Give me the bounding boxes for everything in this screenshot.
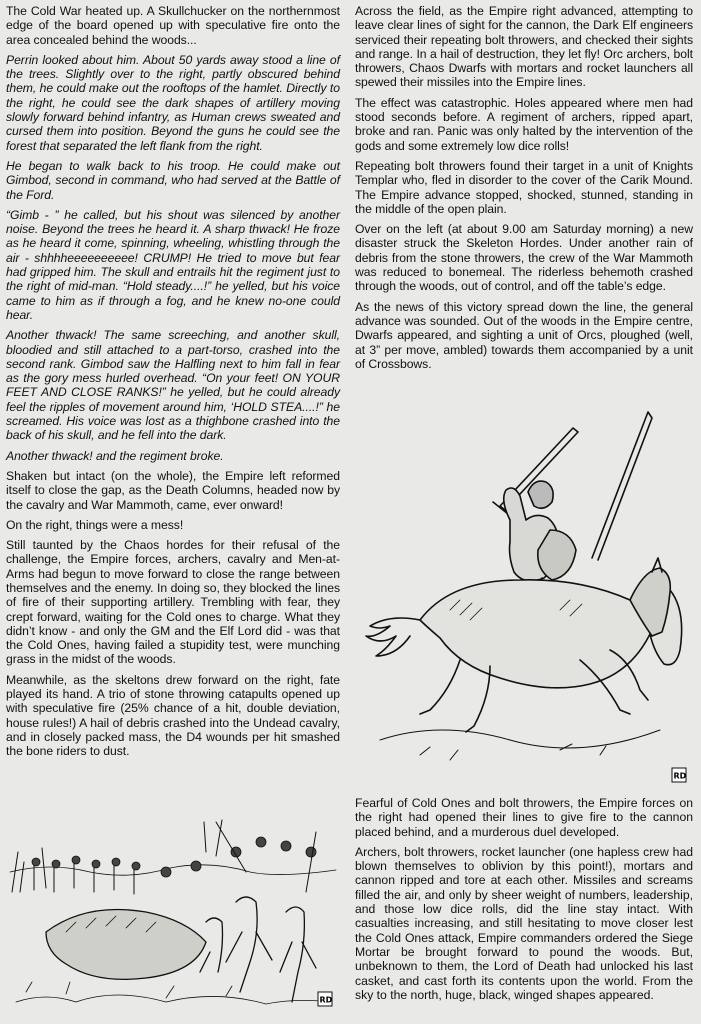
paragraph: Archers, bolt throwers, rocket launcher (one hapless crew had blown themselves to oblivion by this point!), mortars and cannon ripped and tore at each other. Missiles and screams filled the air, and only by sheer weight of numbers, leadership, and those low dice rolls, did the line stay intact. With casualties increasing, and still hesitating to move closer lest the Cold Ones attack, Empire commanders ordered the Siege Mortar be brought forward to pound the woods. But, unbeknown to them, the Lord of Death had unlocked his last casket, and cast forth its contents upon the world. From the sky to the north, huge, black, winged shapes appeared. (355, 844, 693, 1002)
paragraph: Across the field, as the Empire right advanced, attempting to leave clear lines of sight for the cannon, the Dark Elf engineers serviced their repeating bolt throwers, and checked their sights and range. In a hail of destruction, they let fly! Orc archers, bolt throwers, Chaos Dwarfs with mortars and rocket launchers all spewed their missiles into the Empire lines. (355, 4, 693, 90)
paragraph: Over on the left (at about 9.00 am Saturday morning) a new disaster struck the Skeleton Hordes. Under another rain of debris from the stone throwers, the crew of the War Mammoth was reduced to bonemeal. The riderless behemoth crashed through the woods, out of control, and off the table’s edge. (355, 222, 693, 294)
right-bottom-column (355, 796, 693, 1008)
paragraph: As the news of this victory spread down the line, the general advance was sounded. Out of the woods in the Empire centre, Dwarfs appeared, and sighting a unit of Orcs, ploughed (well, at 3” per move, ambled) towards them accompanied by a unit of Crossbows. (355, 299, 693, 371)
left-column (6, 4, 340, 765)
paragraph: Meanwhile, as the skeltons drew forward on the right, fate played its hand. A trio of stone throwing catapults opened up with speculative fire (25% chance of a hit, double deviation, house rules!) A hail of debris crashed into the Undead cavalry, and in closely packed mass, the D4 wounds per hit smashed the bone riders to dust. (6, 672, 340, 759)
knight-illustration (360, 410, 692, 790)
paragraph: The effect was catastrophic. Holes appeared where men had stood seconds before. A regiment of archers, ripped apart, broke and ran. Panic was only halted by the intervention of the gods and some extremely low dice rolls! (355, 95, 693, 153)
paragraph: Shaken but intact (on the whole), the Empire left reformed itself to close the gap, as the Death Columns, headed now by the cavalry and War Mammoth, came, ever onward! (6, 468, 340, 512)
artist-logo: RD (673, 771, 687, 781)
paragraph: Repeating bolt throwers found their target in a unit of Knights Templar who, fled in disorder to the cover of the Carik Mound. The Empire advance stopped, shocked, stunned, standing in the middle of the open plain. (355, 158, 693, 216)
paragraph: Fearful of Cold Ones and bolt throwers, the Empire forces on the right had opened their lines to give fire to the cannon placed behind, and a murderous duel developed. (355, 796, 693, 839)
paragraph: “Gimb - ” he called, but his shout was silenced by another noise. Beyond the trees he heard it. A sharp thwack! He froze as he heard it come, spinning, wheeling, whistling through the air - shhhheeeeeeeeee! CRUMP! He tried to move but fear had gripped him. The skull and entrails hit the regiment just to the right of mid-man. “Hold steady....!” he yelled, but his voice came to him as if through a fog, and he knew no-one could hear. (6, 207, 340, 322)
paragraph: Another thwack! The same screeching, and another skull, bloodied and still attached to a part-torso, crashed into the second rank. Gimbod saw the Halfling next to him fall in fear as the gory mess hurled overhead. “On your feet! ON YOUR FEET AND CLOSE RANKS!” he yelled, but he could already feel the ripples of movement around him, ‘HOLD STEA....!” he screamed. His voice was lost as a thighbone crashed into the back of his skull, and he fell into the dark. (6, 328, 340, 443)
battle-illustration (6, 812, 340, 1018)
paragraph: The Cold War heated up. A Skullchucker on the northernmost edge of the board opened up with speculative fire onto the area concealed behind the woods... (6, 4, 340, 47)
paragraph: Perrin looked about him. About 50 yards away stood a line of the trees. Slightly over to the right, partly obscured behind them, he could make out the rooftops of the hamlet. Directly to the right, he could see the dark shapes of artillery moving slowly forward behind infantry, as Human crews sweated and cursed them into position. Beyond the guns he could see the forest that separated the left flank from the right. (6, 52, 340, 153)
paragraph: He began to walk back to his troop. He could make out Gimbod, second in command, who had served at the Battle of the Ford. (6, 158, 340, 202)
artist-logo: RD (319, 995, 333, 1005)
paragraph: Still taunted by the Chaos hordes for their refusal of the challenge, the Empire forces, archers, cavalry and Men-at-Arms had begun to move forward to close the range between themselves and the enemy. In doing so, they blocked the lines of fire of their supporting artillery. Trembling with fear, they crept forward, waiting for the Cold ones to charge. What they didn’t know - and only the GM and the Elf Lord did - was that the Cold Ones, having failed a stupidity test, were munching grass in the midst of the woods. (6, 538, 340, 667)
paragraph: On the right, things were a mess! (6, 517, 184, 532)
paragraph: Another thwack! and the regiment broke. (6, 448, 224, 463)
right-column (355, 4, 693, 377)
